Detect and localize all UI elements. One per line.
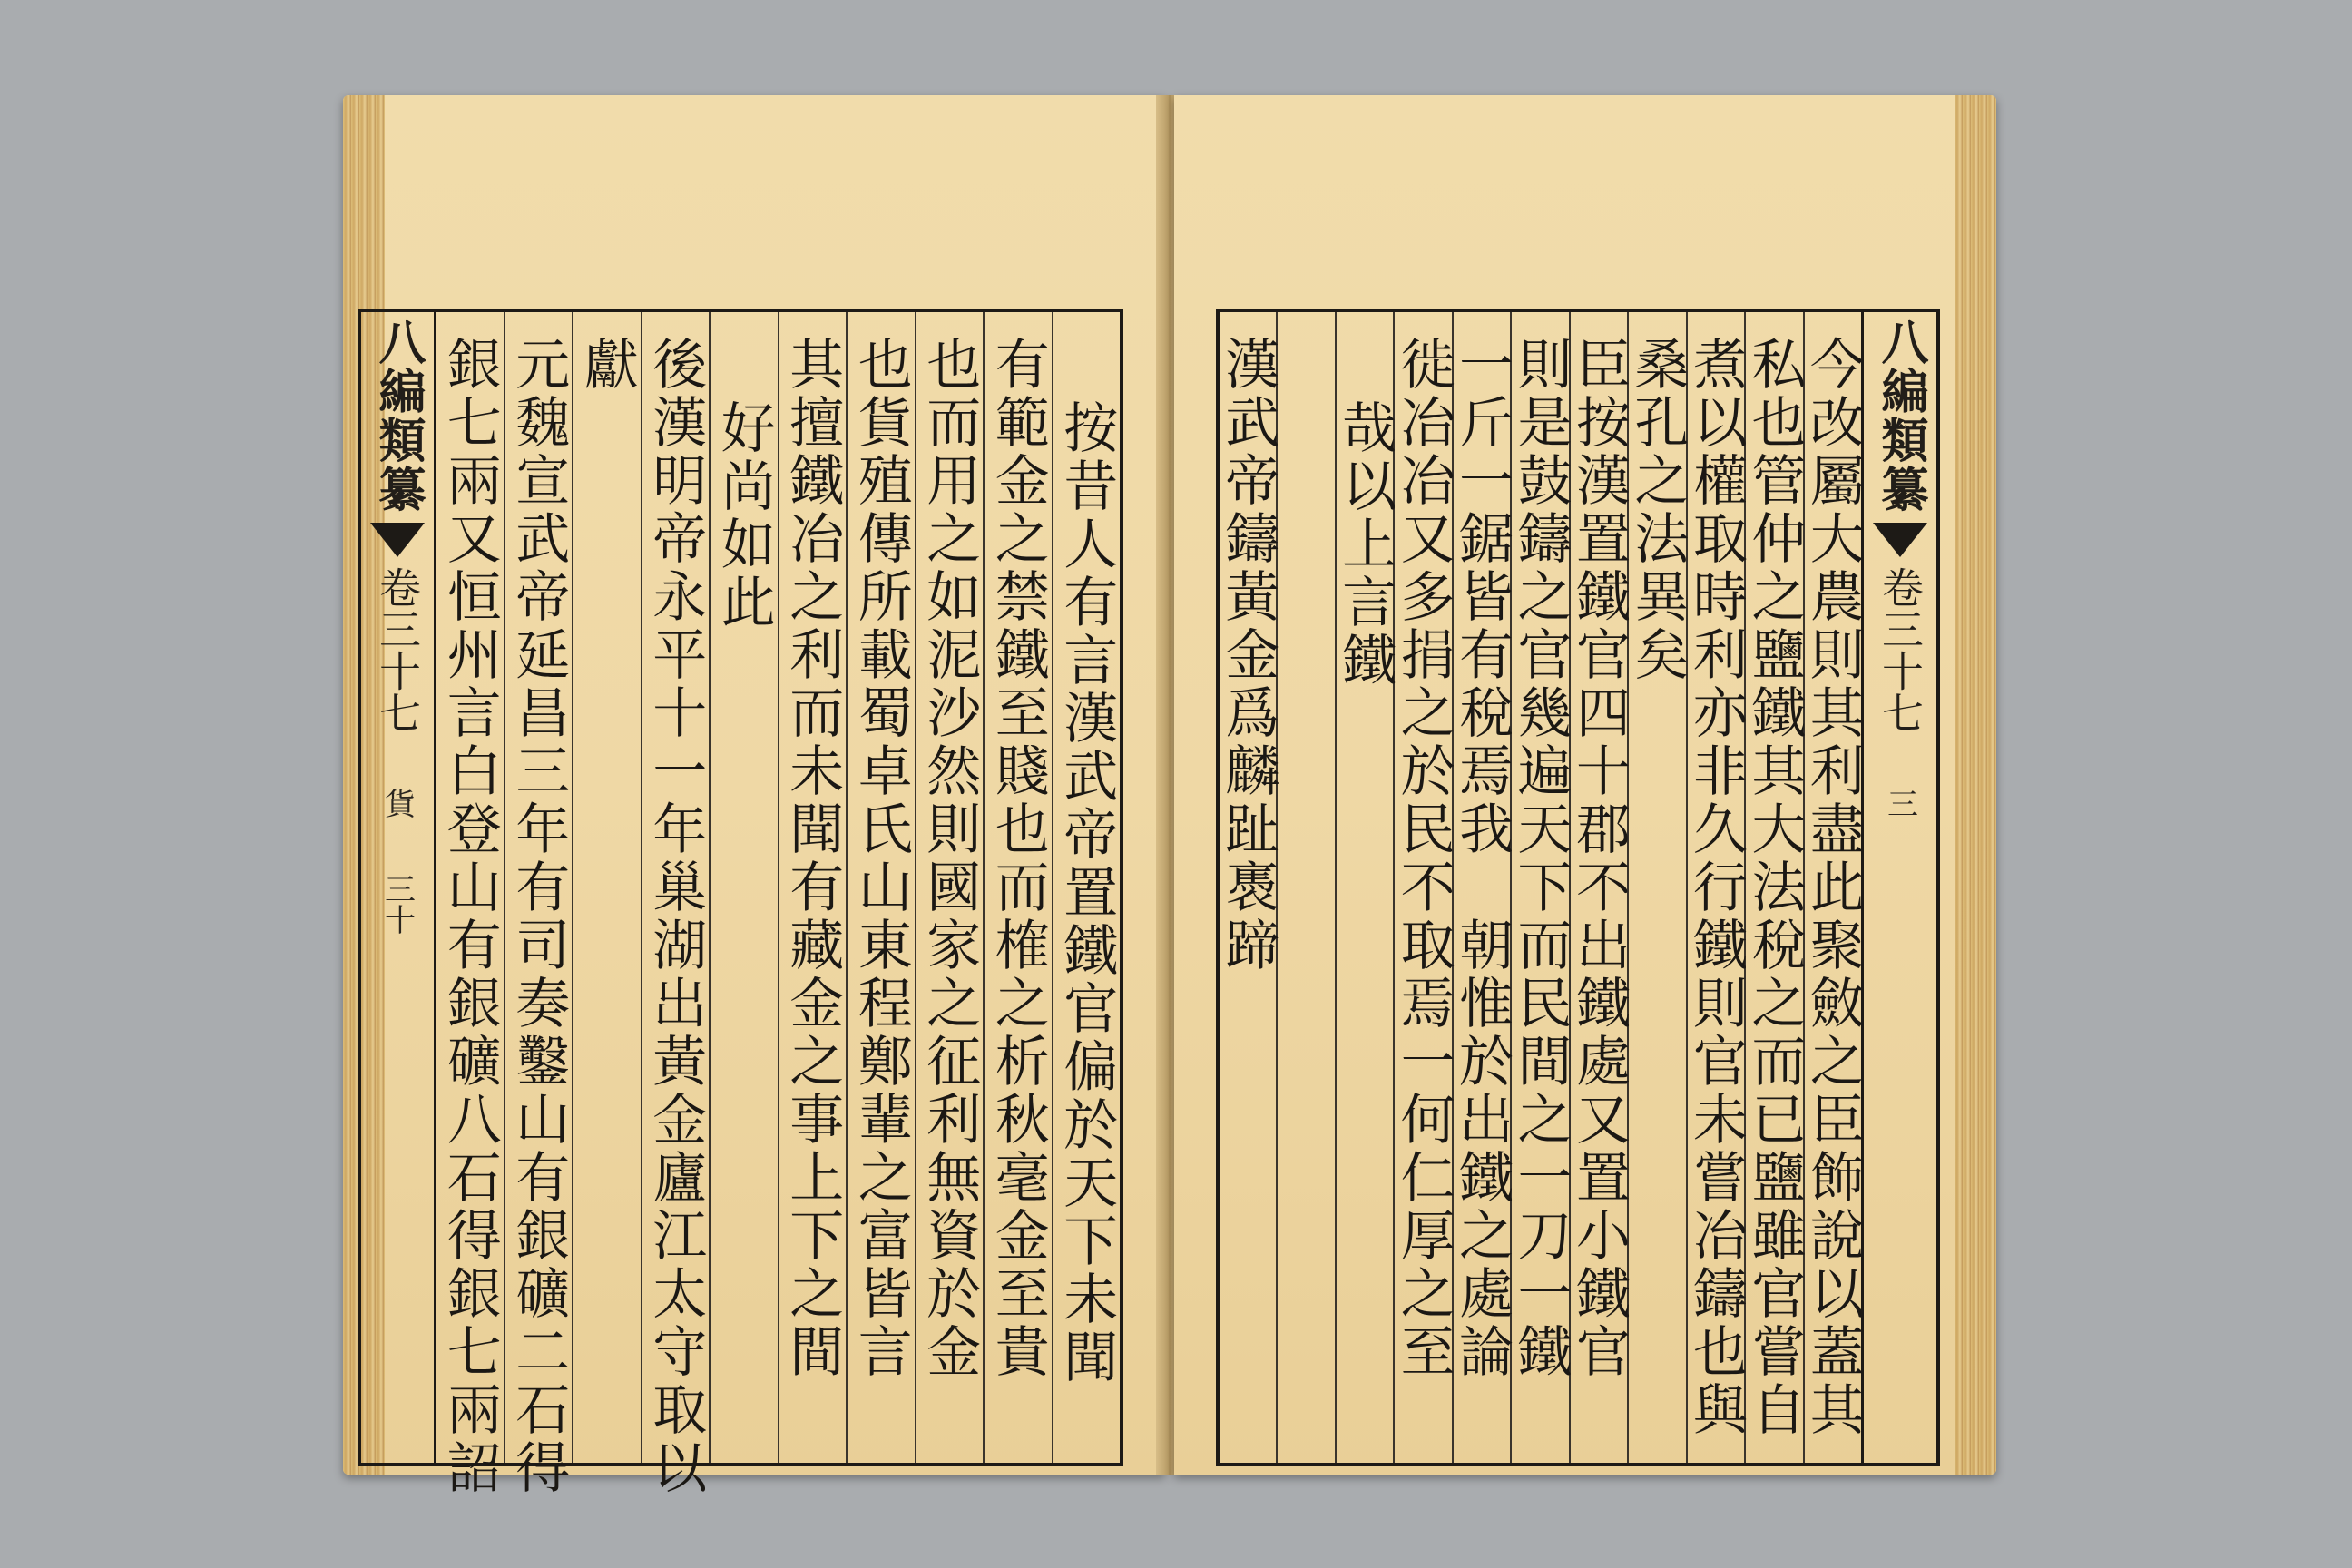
ban-xin-title: 八編類纂: [370, 318, 426, 514]
left-text-columns: [436, 312, 1120, 1497]
open-book: [343, 95, 1996, 1497]
text-column: 按昔人有言漢武帝置鐵官偏於天下未聞: [1052, 312, 1121, 1463]
text-column: 也而用之如泥沙然則國家之征利無資於金: [915, 312, 984, 1463]
text-column: 元魏宣武帝延昌三年有司奏鑿山有銀礦二石得: [504, 312, 573, 1463]
text-column: 哉以上言鐵: [1335, 312, 1393, 1463]
text-column: 桑孔之法異矣: [1627, 312, 1685, 1463]
ban-xin-juan: 卷三十七: [373, 566, 422, 733]
text-column: 私也管仲之鹽鐵其大法稅之而已鹽雖官嘗自: [1744, 312, 1802, 1463]
right-text-columns: [1216, 312, 1865, 1463]
text-column: 好尚如此: [709, 312, 778, 1463]
left-page: [343, 95, 1165, 1497]
text-column: 則是鼓鑄之官幾遍天下而民間之一刀一鐵: [1510, 312, 1568, 1463]
right-page: [1174, 95, 1996, 1475]
text-column: 今改屬大農則其利盡此聚斂之臣飾說以蓋其: [1803, 312, 1861, 1463]
text-column: 煮以權取時利亦非久行鐵則官未嘗冶鑄也與: [1686, 312, 1744, 1463]
text-column: [1276, 312, 1334, 1463]
text-column: 漢武帝鑄黃金爲麟趾褭蹄: [1216, 336, 1280, 975]
ban-xin-juan: 卷三十七: [1876, 566, 1925, 733]
text-column: 一斤一鋸皆有稅焉我 朝惟於出鐵之處論: [1452, 312, 1510, 1463]
ban-xin-title: 八編類纂: [1873, 318, 1928, 514]
text-column: 徙冶冶又多捐之於民不取焉一何仁厚之至: [1393, 312, 1451, 1463]
text-column: 後漢明帝永平十一年巢湖出黃金廬江太守取以: [641, 312, 710, 1463]
ban-xin-page-number: 三: [1881, 788, 1918, 818]
fish-tail-ornament: [370, 523, 425, 557]
text-column: 獻: [572, 312, 641, 1463]
text-column: 有範金之禁鐵至賤也而榷之析秋毫金至貴: [983, 312, 1052, 1463]
text-column: 臣按漢置鐵官四十郡不出鐵處又置小鐵官: [1569, 312, 1627, 1463]
right-ban-xin: [1861, 312, 1936, 1463]
text-column: 也貨殖傳所載蜀卓氏山東程鄭輩之富皆言: [846, 312, 915, 1463]
fish-tail-ornament: [1873, 523, 1927, 557]
text-column: 其擅鐵冶之利而未聞有藏金之事上下之間: [778, 312, 847, 1463]
page-edge-right: [1955, 95, 1996, 1475]
right-text-frame: [1216, 309, 1940, 1466]
left-text-frame: [358, 309, 1123, 1497]
text-column: 銀七兩又恒州言白登山有銀礦八石得銀七兩詔: [437, 336, 502, 1497]
ban-xin-section: 貨: [378, 788, 416, 818]
ban-xin-page-number: 三十: [378, 873, 416, 935]
left-ban-xin: [361, 312, 436, 1463]
